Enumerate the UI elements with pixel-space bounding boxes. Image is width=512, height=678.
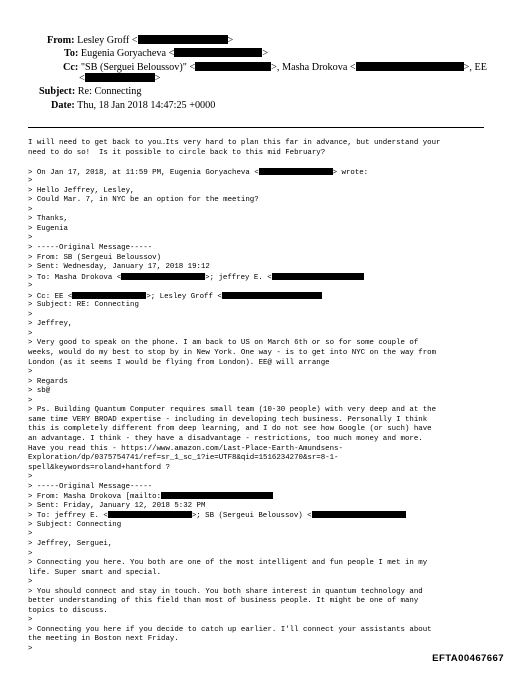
body-line: > To: Masha Drokova < >; jeffrey E. < [28, 273, 498, 283]
body-line: > [28, 530, 33, 539]
body-line: > Cc: EE < >; Lesley Groff < [28, 292, 498, 302]
redaction-block [121, 273, 205, 280]
subject-label: Subject: [39, 86, 76, 97]
header-from [47, 34, 233, 47]
body-line: > [28, 578, 33, 587]
body-line: > [28, 205, 33, 214]
body-line: better understanding of this field than most of business people. It might be one of many [28, 597, 419, 606]
body-line: > To: jeffrey E. < >; SB (Sergeui Beloussov) < [28, 511, 498, 521]
body-line: > [28, 644, 33, 653]
header-subject [39, 85, 141, 98]
document-id: EFTA00467667 [432, 653, 504, 664]
body-line: > [28, 549, 33, 558]
body-line: Have you read this - https://www.amazon.com/Last-Place-Earth-Amundsens- [28, 444, 343, 453]
header-cc-line2 [79, 72, 161, 85]
email-body [28, 139, 498, 655]
cc-line2-close: > [154, 73, 161, 84]
body-line: > [28, 616, 33, 625]
to-value: Eugenia Goryacheva < [80, 48, 175, 59]
body-line: > [28, 396, 33, 405]
header-to [64, 47, 268, 60]
cc-mid: >, Masha Drokova < [271, 62, 356, 73]
cc-line2-open: < [79, 73, 85, 84]
body-line: > [28, 234, 33, 243]
redaction-block [72, 292, 146, 299]
from-value: Lesley Groff < [77, 35, 138, 46]
body-line: London (as it seems I would be flying from London). EE@ will arrange [28, 358, 330, 367]
redaction-block [85, 73, 155, 82]
body-line: > Eugenia [28, 224, 68, 233]
body-line: weeks, would do my best to stop by in New York. One way - is to get into NYC on the way from [28, 349, 437, 358]
body-line: > [28, 282, 33, 291]
body-line: > [28, 368, 33, 377]
cc-label: Cc: [63, 62, 79, 73]
redaction-block [161, 492, 273, 499]
body-line: same time VERY BROAD expertise - including in developing tech business. Personally I think [28, 415, 428, 424]
body-line: > Sent: Friday, January 12, 2018 5:32 PM [28, 501, 206, 510]
body-line: > From: Masha Drokova [mailto: [28, 492, 498, 502]
body-line: > [28, 310, 33, 319]
body-line: > Regards [28, 377, 68, 386]
body-line: > Jeffrey, [28, 320, 73, 329]
from-label: From: [47, 35, 75, 46]
body-line: the meeting in Boston next Friday. [28, 635, 179, 644]
body-line: > On Jan 17, 2018, at 11:59 PM, Eugenia Goryacheva < > wrote: [28, 168, 369, 177]
body-line: > sb@ [28, 387, 51, 396]
cc-end: >, EE [463, 62, 487, 73]
body-line: > [28, 329, 33, 338]
from-close: > [227, 35, 234, 46]
redaction-block [272, 273, 364, 280]
body-line: > -----Original Message----- [28, 244, 153, 253]
redaction-block [108, 511, 192, 518]
header-date [51, 99, 215, 112]
redaction-block [356, 62, 464, 71]
body-line: > Very good to speak on the phone. I am back to US on March 6th or so for some couple of [28, 339, 419, 348]
body-line: > You should connect and stay in touch. You both share interest in quantum technology and [28, 587, 423, 596]
to-close: > [262, 48, 269, 59]
body-line: > [28, 177, 33, 186]
body-line: > [28, 473, 33, 482]
redaction-block [312, 511, 406, 518]
body-line: > Hello Jeffrey, Lesley, [28, 186, 135, 195]
body-line: > Connecting you here. You both are one of the most intelligent and fun people I met in my [28, 559, 428, 568]
body-line: > From: SB (Sergeui Beloussov) [28, 253, 162, 262]
redaction-block [174, 48, 262, 57]
body-line: > Thanks, [28, 215, 68, 224]
subject-value: Re: Connecting [77, 86, 142, 97]
body-line: > Subject: RE: Connecting [28, 301, 139, 310]
body-line: topics to discuss. [28, 606, 108, 615]
redaction-block [222, 292, 322, 299]
body-line: an advantage. I think - they have a disadvantage - restrictions, too much money and more. [28, 434, 423, 443]
redaction-block [195, 62, 271, 71]
body-line: > Sent: Wednesday, January 17, 2018 19:12 [28, 263, 210, 272]
body-line: need to do so! Is it possible to circle back to this mid February? [28, 148, 326, 157]
date-label: Date: [51, 100, 75, 111]
body-line: > Jeffrey, Serguei, [28, 539, 113, 548]
body-line: life. Super smart and special. [28, 568, 162, 577]
header-divider [28, 127, 484, 128]
body-line: > Subject: Connecting [28, 520, 122, 529]
body-line: > -----Original Message----- [28, 482, 153, 491]
to-label: To: [64, 48, 79, 59]
date-value: Thu, 18 Jan 2018 14:47:25 +0000 [77, 100, 216, 111]
body-line: > Connecting you here if you decide to catch up earlier. I'll connect your assistants about [28, 625, 432, 634]
body-line: this is completely different from deep learning, and I do not see how Google (or such) have [28, 425, 432, 434]
body-line: spell&keywords=roland+hantford ? [28, 463, 170, 472]
cc-value: "SB (Serguei Beloussov)" < [80, 62, 196, 73]
body-line: > Could Mar. 7, in NYC be an option for the meeting? [28, 196, 259, 205]
redaction-block [138, 35, 228, 44]
body-line [28, 158, 498, 168]
redaction-block [259, 168, 333, 175]
body-line: I will need to get back to you…Its very hard to plan this far in advance, but understand your [28, 139, 441, 147]
body-line: > Ps. Building Quantum Computer requires small team (10-30 people) with very deep and at the [28, 406, 437, 415]
body-line: Exploration/dp/0375754741/ref=sr_1_sc_1?ie=UTF8&qid=1516234270&sr=8-1- [28, 454, 339, 463]
